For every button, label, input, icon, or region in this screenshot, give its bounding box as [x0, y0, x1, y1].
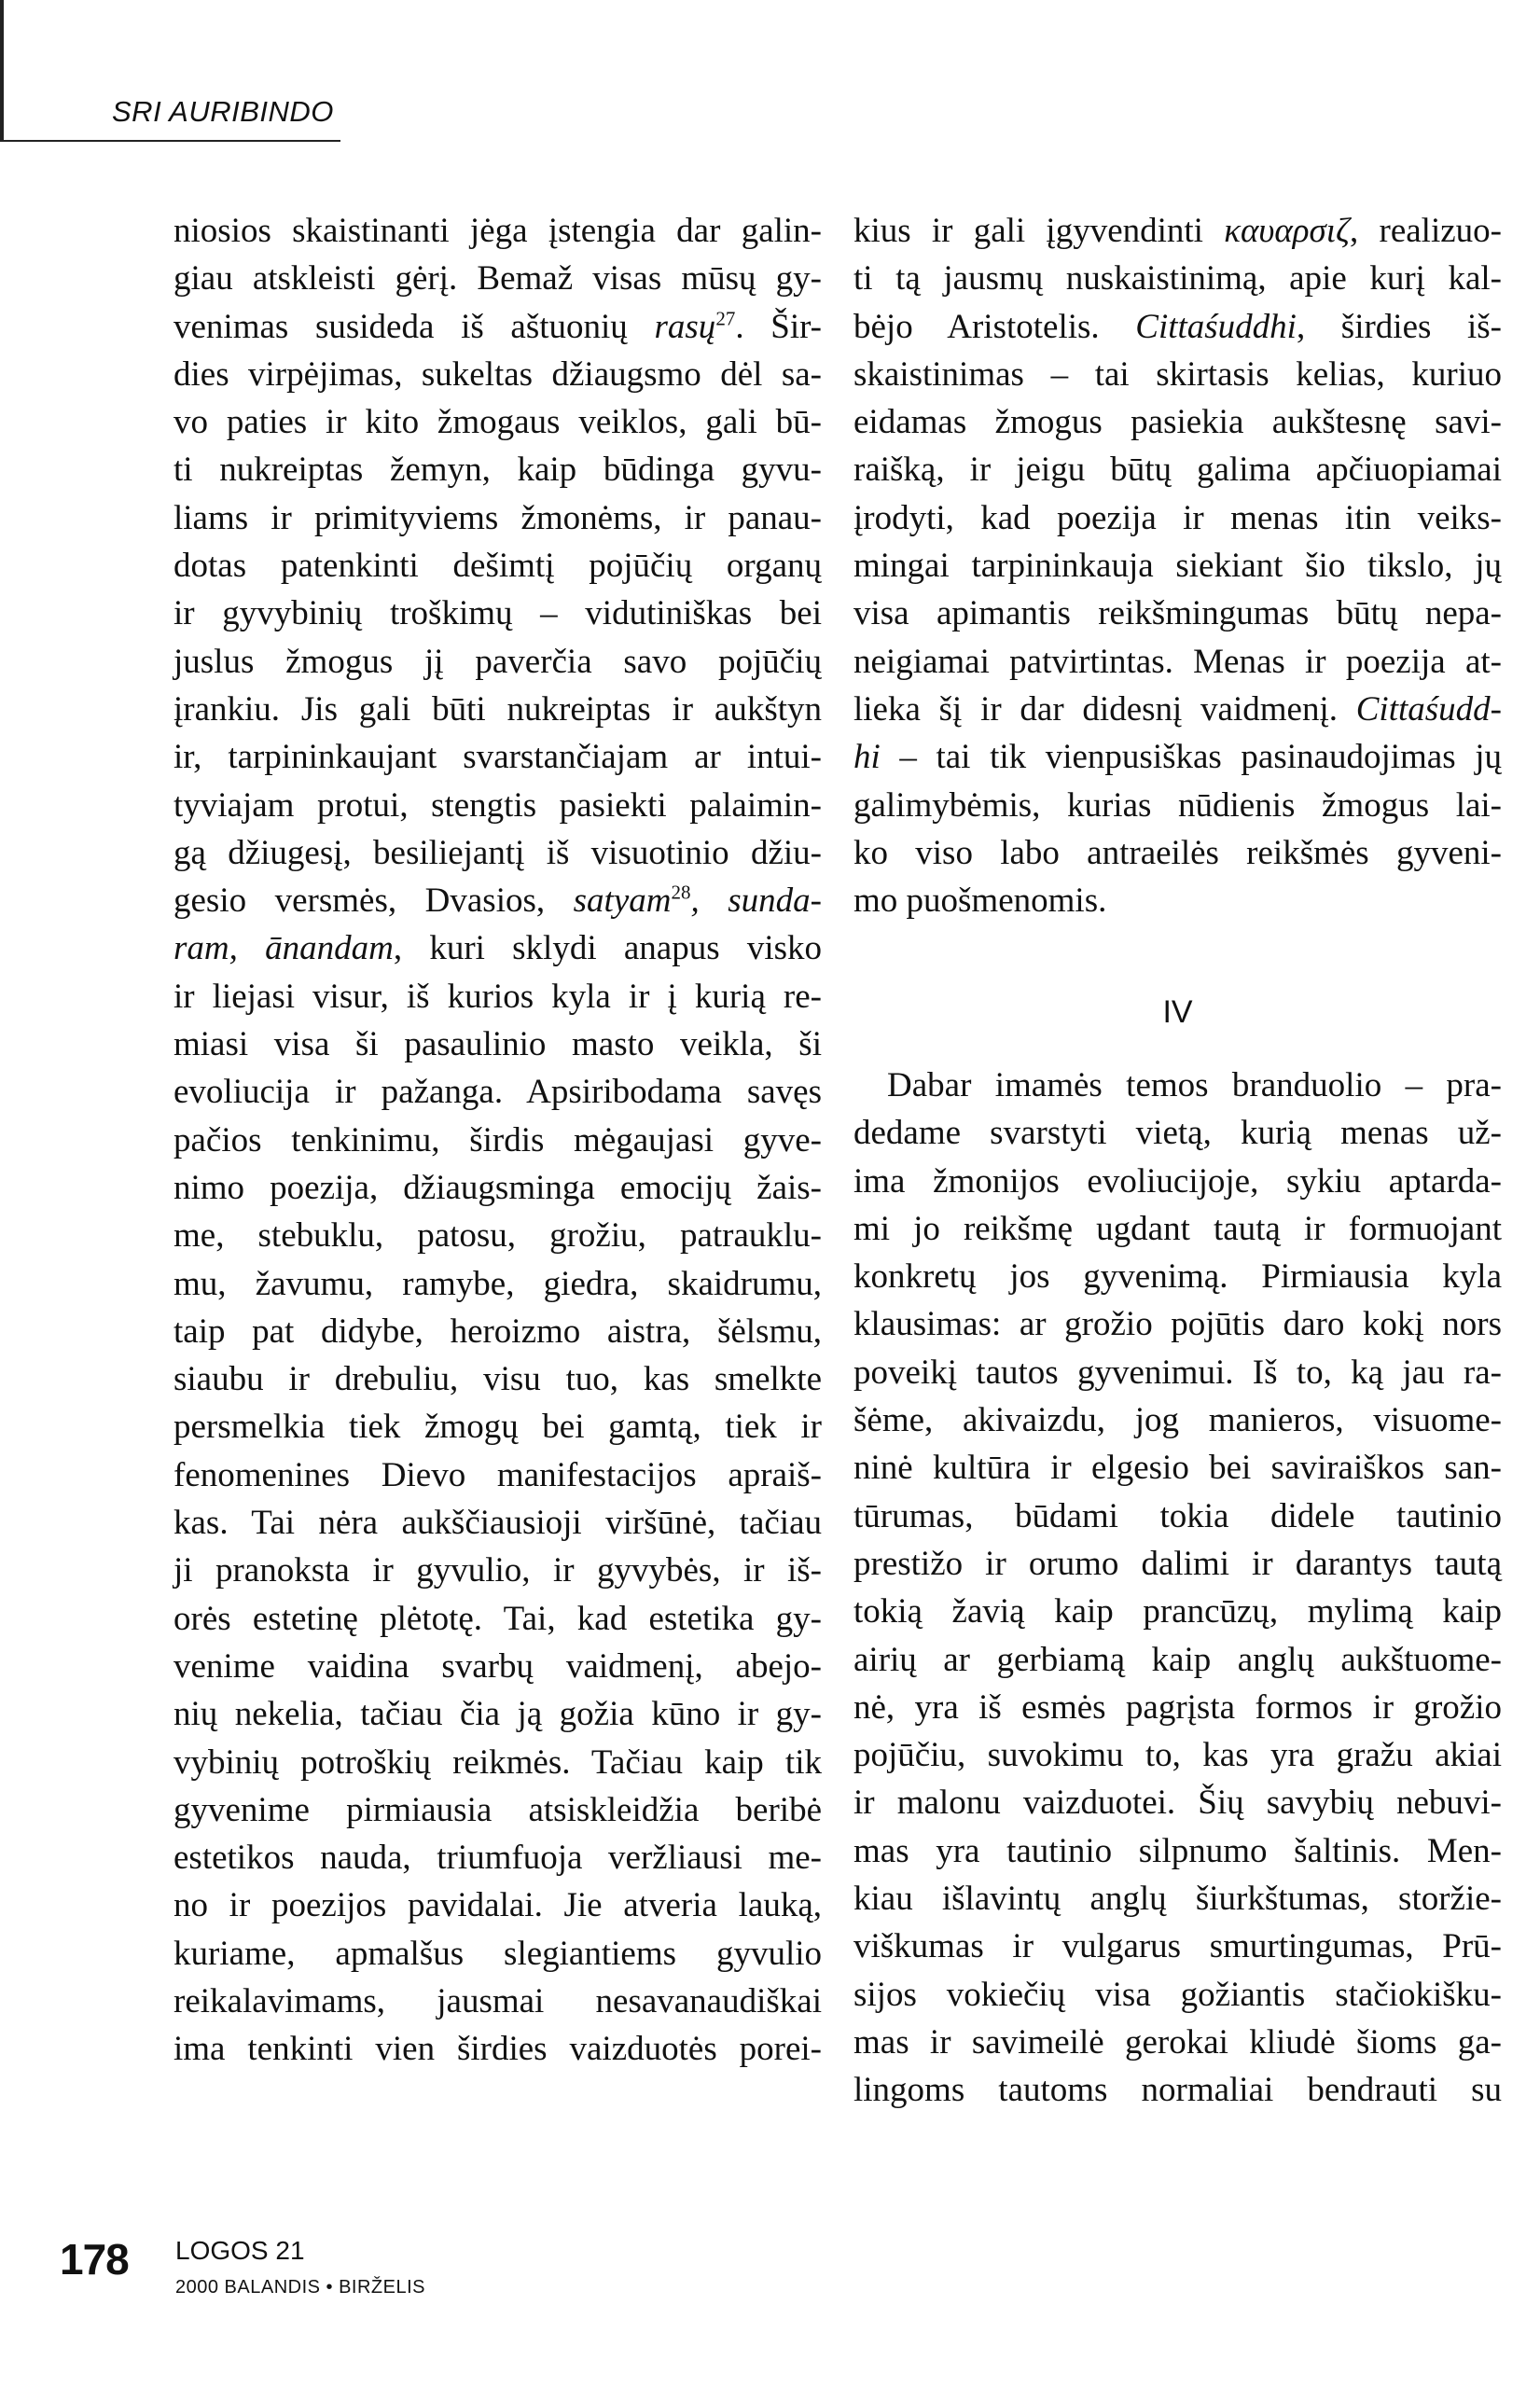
left-column: [173, 207, 822, 2074]
text-line: estetikos nauda, triumfuoja veržliausi me-: [173, 1839, 822, 1878]
text-line: reikalavimams, jausmai nesavanaudiškai: [173, 1981, 822, 2020]
text-line: šėme, akivaizdu, jog manieros, visuome-: [853, 1401, 1502, 1440]
text-line: poveikį tautos gyvenimui. Iš to, ką jau ra-: [853, 1353, 1502, 1392]
text-line: mu, žavumu, ramybe, giedra, skaidrumu,: [173, 1264, 822, 1303]
text-line: ko viso labo antraeilės reikšmės gyveni-: [853, 833, 1502, 872]
text-line: miasi visa ši pasaulinio masto veikla, ši: [173, 1025, 822, 1064]
text-line: liams ir primityviems žmonėms, ir panau-: [173, 498, 822, 537]
text-line: konkretų jos gyvenimą. Pirmiausia kyla: [853, 1257, 1502, 1297]
text-line: dotas patenkinti dešimtį pojūčių organų: [173, 547, 822, 586]
text-line: bėjo Aristotelis. Cittaśuddhi, širdies iš-: [853, 307, 1502, 346]
text-line: neigiamai patvirtintas. Menas ir poezija at-: [853, 642, 1502, 681]
text-line: prestižo ir orumo dalimi ir darantys tautą: [853, 1544, 1502, 1583]
text-line: persmelkia tiek žmogų bei gamtą, tiek ir: [173, 1408, 822, 1447]
text-line: venime vaidina svarbų vaidmenį, abejo-: [173, 1646, 822, 1686]
text-line: lingoms tautoms normaliai bendrauti su: [853, 2071, 1502, 2110]
text-line: skaistinimas – tai skirtasis kelias, kuriuo: [853, 354, 1502, 394]
text-line: airių ar gerbiamą kaip anglų aukštuome-: [853, 1640, 1502, 1679]
text-line: hi – tai tik vienpusiškas pasinaudojimas jų: [853, 738, 1502, 777]
text-line: giau atskleisti gėrį. Bemaž visas mūsų gy-: [173, 259, 822, 298]
text-line: nimo poezija, džiaugsminga emocijų žais-: [173, 1168, 822, 1207]
header-rule: [0, 140, 340, 142]
italic-term: ānandam: [265, 929, 394, 968]
text-line: ti tą jausmų nuskaistinimą, apie kurį kal-: [853, 259, 1502, 298]
text-line: pačios tenkinimu, širdis mėgaujasi gyve-: [173, 1120, 822, 1159]
text-line: viškumas ir vulgarus smurtingumas, Prū-: [853, 1927, 1502, 1966]
text-line: galimybėmis, kurias nūdienis žmogus lai-: [853, 785, 1502, 825]
text-line: tyviajam protui, stengtis pasiekti palaimin-: [173, 785, 822, 825]
text-line: ir liejasi visur, iš kurios kyla ir į kurią re-: [173, 977, 822, 1016]
text-line: fenomenines Dievo manifestacijos apraiš-: [173, 1455, 822, 1494]
text-line: ir gyvybinių troškimų – vidutiniškas bei: [173, 594, 822, 633]
text-line: ti nukreiptas žemyn, kaip būdinga gyvu-: [173, 451, 822, 490]
text-line: evoliucija ir pažanga. Apsiribodama savęs: [173, 1073, 822, 1112]
section-heading: IV: [1162, 994, 1193, 1030]
italic-term: rasų: [654, 307, 716, 346]
text-line: sijos vokiečių visa gožiantis stačiokišku-: [853, 1975, 1502, 2014]
text-line: ninė kultūra ir elgesio bei saviraiškos san-: [853, 1449, 1502, 1488]
text-line: raišką, ir jeigu būtų galima apčiuopiamai: [853, 451, 1502, 490]
italic-term: satyam: [573, 882, 672, 921]
running-header: SRI AURIBINDO: [112, 95, 334, 128]
text-line: nių nekelia, tačiau čia ją gožia kūno ir gy-: [173, 1695, 822, 1734]
text-line: ima žmonijos evoliucijoje, sykiu aptarda-: [853, 1161, 1502, 1201]
page-edge-mark: [0, 0, 4, 140]
text-line: gą džiugesį, besiliejantį iš visuotinio džiu-: [173, 833, 822, 872]
text-line: gesio versmės, Dvasios, satyam$^{28}$, sunda-: [173, 881, 822, 921]
text-line: vybinių potroškių reikmės. Tačiau kaip tik: [173, 1742, 822, 1782]
text-line: ji pranoksta ir gyvulio, ir gyvybės, ir iš-: [173, 1551, 822, 1590]
text-line: kuriame, apmalšus slegiantiems gyvulio: [173, 1934, 822, 1973]
text-line: kas. Tai nėra aukščiausioji viršūnė, tačiau: [173, 1504, 822, 1543]
text-line: no ir poezijos pavidalai. Jie atveria lauką,: [173, 1886, 822, 1925]
text-line: Dabar imamės temos branduolio – pra-: [887, 1066, 1502, 1104]
text-line: mingai tarpininkauja siekiant šio tikslo, jų: [853, 547, 1502, 586]
text-line: niosios skaistinanti jėga įstengia dar galin-: [173, 212, 822, 250]
section-body: [853, 1062, 1502, 2115]
text-line: gyvenime pirmiausia atsiskleidžia beribė: [173, 1790, 822, 1829]
text-line: tokią žavią kaip prancūzų, mylimą kaip: [853, 1592, 1502, 1631]
text-line: tūrumas, būdami tokia didele tautinio: [853, 1496, 1502, 1535]
text-line: kiau išlavintų anglų šiurkštumas, storžie-: [853, 1880, 1502, 1919]
text-line: pojūčiu, suvokimu to, kas yra gražu akiai: [853, 1736, 1502, 1775]
italic-term: Cittaśudd-: [1355, 689, 1502, 729]
text-line: orės estetinę plėtotę. Tai, kad estetika gy-: [173, 1599, 822, 1638]
text-line: klausimas: ar grožio pojūtis daro kokį nors: [853, 1305, 1502, 1344]
text-line: taip pat didybe, heroizmo aistra, šėlsmu,: [173, 1312, 822, 1351]
text-line: mas ir savimeilė gerokai kliudė šioms ga-: [853, 2022, 1502, 2062]
text-line: ram, ānandam, kuri sklydi anapus visko: [173, 929, 823, 968]
journal-title: LOGOS 21: [175, 2236, 305, 2265]
right-column: [853, 207, 1502, 924]
text-line: venimas susideda iš aštuonių rasų$^{27}$. Šir-: [173, 307, 822, 346]
issue-date: 2000 BALANDIS • BIRŽELIS: [175, 2277, 426, 2298]
text-line: ir, tarpininkaujant svarstančiajam ar intui-: [173, 738, 822, 777]
text-line: mo puošmenomis.: [853, 882, 1107, 921]
italic-term: Cittaśuddhi: [1135, 307, 1297, 346]
text-line: ima tenkinti vien širdies vaizduotės porei-: [173, 2030, 822, 2069]
text-line: visa apimantis reikšmingumas būtų nepa-: [853, 594, 1502, 633]
greek-term: καυαρσιζ: [1224, 212, 1351, 250]
text-line: mas yra tautinio silpnumo šaltinis. Men-: [853, 1831, 1502, 1870]
text-line: dedame svarstyti vietą, kurią menas už-: [853, 1114, 1502, 1153]
footnote-ref: 27: [715, 307, 736, 330]
text-line: kius ir gali įgyvendinti καυαρσιζ, realizuo-: [853, 212, 1502, 250]
text-line: eidamas žmogus pasiekia aukštesnę savi-: [853, 403, 1502, 442]
text-line: siaubu ir drebuliu, visu tuo, kas smelkte: [173, 1360, 822, 1399]
text-line: juslus žmogus jį paverčia savo pojūčių: [173, 642, 822, 681]
text-line: ir malonu vaizduotei. Šių savybių nebuvi-: [853, 1784, 1502, 1823]
text-line: lieka šį ir dar didesnį vaidmenį. Cittaśudd-: [853, 689, 1502, 729]
text-line: me, stebuklu, patosu, grožiu, patrauklu-: [173, 1216, 822, 1256]
footnote-ref: 28: [671, 881, 691, 904]
text-line: vo paties ir kito žmogaus veiklos, gali bū-: [173, 403, 822, 442]
text-line: dies virpėjimas, sukeltas džiaugsmo dėl sa-: [173, 354, 822, 394]
text-line: nė, yra iš esmės pagrįsta formos ir grožio: [853, 1687, 1502, 1727]
text-line: mi jo reikšmę ugdant tautą ir formuojant: [853, 1209, 1502, 1248]
text-line: įrodyti, kad poezija ir menas itin veiks-: [853, 498, 1502, 537]
text-line: įrankiu. Jis gali būti nukreiptas ir aukštyn: [173, 689, 822, 729]
page-number: 178: [60, 2235, 129, 2284]
